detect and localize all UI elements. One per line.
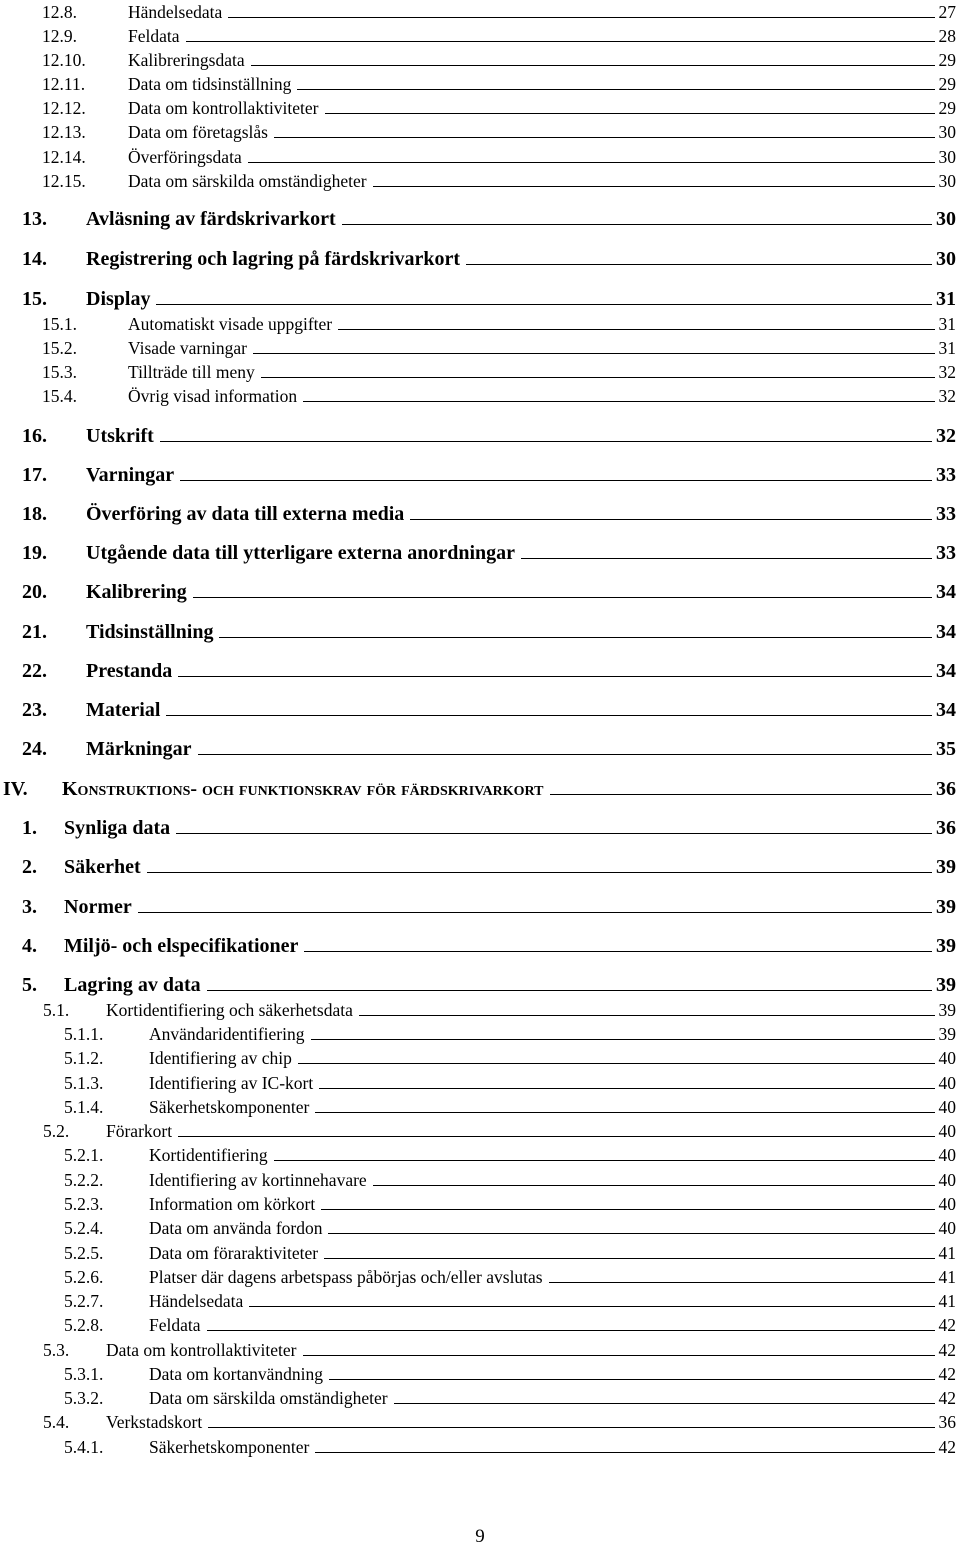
toc-entry[interactable] (0, 736, 960, 762)
toc-entry-title: Säkerhetskomponenter (149, 1437, 310, 1457)
toc-entry[interactable] (0, 246, 960, 272)
toc-entry-number: 5.2.2. (64, 1170, 104, 1190)
toc-leader-line (228, 17, 934, 18)
toc-entry[interactable] (0, 658, 960, 684)
toc-entry-title: Automatiskt visade uppgifter (128, 314, 333, 334)
toc-entry-title: Data om använda fordon (149, 1218, 323, 1238)
toc-entry-page: 39 (938, 1000, 956, 1020)
toc-entry-page: 30 (938, 171, 956, 191)
toc-entry[interactable] (0, 71, 960, 97)
toc-entry-number: 17. (22, 464, 47, 486)
toc-entry-page: 30 (936, 248, 956, 270)
toc-entry-page: 42 (938, 1315, 956, 1335)
toc-entry[interactable] (0, 697, 960, 723)
toc-entry-title: Normer (64, 896, 132, 918)
toc-leader-line (342, 224, 932, 225)
toc-entry-page: 39 (936, 974, 956, 996)
toc-entry-page: 28 (938, 26, 956, 46)
toc-entry-number: 5.4.1. (64, 1437, 104, 1457)
toc-leader-line (550, 794, 933, 795)
toc-entry-page: 42 (938, 1437, 956, 1457)
toc-entry-page: 34 (936, 621, 956, 643)
toc-entry-title: Användaridentifiering (149, 1024, 305, 1044)
toc-entry-number: 5.4. (43, 1412, 70, 1432)
toc-entry-page: 36 (936, 817, 956, 839)
toc-entry[interactable] (0, 540, 960, 566)
toc-leader-line (297, 89, 934, 90)
toc-entry-number: 5.1. (43, 1000, 70, 1020)
toc-entry-number: 2. (22, 856, 37, 878)
toc-entry[interactable] (0, 335, 960, 361)
toc-entry-title: Överföring av data till externa media (86, 503, 405, 525)
toc-entry-page: 42 (938, 1364, 956, 1384)
toc-entry-title: Utskrift (86, 425, 154, 447)
toc-entry-page: 40 (938, 1048, 956, 1068)
toc-entry-number: 12.8. (42, 2, 77, 22)
toc-entry-page: 36 (938, 1412, 956, 1432)
toc-entry-page: 34 (936, 699, 956, 721)
toc-entry-number: 1. (22, 817, 37, 839)
toc-leader-line (319, 1088, 934, 1089)
toc-leader-line (156, 304, 932, 305)
toc-leader-line (251, 65, 935, 66)
toc-entry-number: 24. (22, 738, 47, 760)
toc-entry[interactable] (0, 95, 960, 121)
toc-entry-number: 15.4. (42, 386, 77, 406)
toc-leader-line (219, 637, 932, 638)
toc-entry[interactable] (0, 815, 960, 841)
toc-entry-title: Övrig visad information (128, 386, 298, 406)
toc-entry-number: 12.14. (42, 147, 86, 167)
toc-entry-title: Kalibrering (86, 581, 187, 603)
toc-entry-page: 40 (938, 1097, 956, 1117)
toc-entry-title: Registrering och lagring på färdskrivarkort (86, 248, 461, 270)
toc-entry-page: 33 (936, 542, 956, 564)
toc-leader-line (253, 353, 935, 354)
toc-entry-title: Miljö- och elspecifikationer (64, 935, 299, 957)
toc-entry-number: 19. (22, 542, 47, 564)
toc-entry-page: 40 (938, 1145, 956, 1165)
toc-entry-number: 12.12. (42, 98, 86, 118)
toc-entry-page: 30 (938, 147, 956, 167)
toc-entry[interactable] (0, 462, 960, 488)
toc-entry[interactable] (0, 1409, 960, 1435)
toc-entry[interactable] (0, 776, 960, 802)
toc-leader-line (298, 1063, 935, 1064)
toc-entry-page: 40 (938, 1121, 956, 1141)
toc-entry[interactable] (0, 1361, 960, 1387)
toc-leader-line (176, 833, 932, 834)
toc-entry-page: 32 (938, 386, 956, 406)
toc-entry[interactable] (0, 144, 960, 170)
toc-entry[interactable] (0, 1434, 960, 1460)
toc-entry-title: Data om särskilda omständigheter (149, 1388, 388, 1408)
toc-entry-title: Data om tidsinställning (128, 74, 292, 94)
toc-entry-title: Data om kortanvändning (149, 1364, 323, 1384)
toc-entry[interactable] (0, 501, 960, 527)
toc-entry-page: 41 (938, 1243, 956, 1263)
toc-entry[interactable] (0, 1167, 960, 1193)
toc-entry-title: Display (86, 288, 151, 310)
toc-leader-line (147, 872, 932, 873)
toc-entry-number: 5.1.2. (64, 1048, 104, 1068)
toc-entry-title: Överföringsdata (128, 147, 242, 167)
toc-leader-line (160, 441, 932, 442)
toc-entry-number: 23. (22, 699, 47, 721)
toc-entry-number: IV. (3, 778, 28, 800)
toc-leader-line (329, 1379, 935, 1380)
toc-entry[interactable] (0, 1337, 960, 1363)
toc-leader-line (303, 1355, 935, 1356)
toc-leader-line (198, 754, 932, 755)
toc-entry-title: Händelsedata (128, 2, 223, 22)
toc-entry-title: Data om föraraktiviteter (149, 1243, 319, 1263)
toc-entry[interactable] (0, 1385, 960, 1411)
toc-entry-number: 12.9. (42, 26, 77, 46)
toc-entry-number: 5. (22, 974, 37, 996)
toc-entry-number: 4. (22, 935, 37, 957)
toc-entry-page: 39 (938, 1024, 956, 1044)
toc-leader-line (186, 41, 935, 42)
toc-entry[interactable] (0, 894, 960, 920)
toc-entry-page: 32 (936, 425, 956, 447)
toc-entry[interactable] (0, 311, 960, 337)
toc-leader-line (521, 558, 932, 559)
toc-leader-line (338, 329, 934, 330)
toc-leader-line (303, 401, 934, 402)
toc-entry-number: 15.2. (42, 338, 77, 358)
toc-entry-number: 18. (22, 503, 47, 525)
toc-leader-line (315, 1112, 934, 1113)
toc-entry-title: Varningar (86, 464, 175, 486)
toc-entry[interactable] (0, 997, 960, 1023)
toc-entry[interactable] (0, 1264, 960, 1290)
toc-entry[interactable] (0, 1288, 960, 1314)
toc-entry-page: 40 (938, 1218, 956, 1238)
toc-entry-page: 40 (938, 1194, 956, 1214)
toc-leader-line (274, 137, 935, 138)
toc-entry-title: Verkstadskort (106, 1412, 203, 1432)
toc-entry-page: 31 (936, 288, 956, 310)
toc-leader-line (178, 676, 932, 677)
toc-entry-page: 36 (936, 778, 956, 800)
toc-entry-title: Data om särskilda omständigheter (128, 171, 367, 191)
toc-entry[interactable] (0, 0, 960, 25)
toc-entry-number: 22. (22, 660, 47, 682)
toc-entry-page: 33 (936, 464, 956, 486)
page-number: 9 (475, 1526, 485, 1547)
toc-entry-title: Konstruktions- och funktionskrav för färdskrivarkort (62, 778, 544, 800)
toc-entry-title: Data om kontrollaktiviteter (106, 1340, 297, 1360)
toc-entry-page: 40 (938, 1073, 956, 1093)
toc-entry-number: 5.3. (43, 1340, 70, 1360)
toc-entry-page: 29 (938, 50, 956, 70)
toc-entry-title: Identifiering av chip (149, 1048, 292, 1068)
toc-entry-number: 5.1.3. (64, 1073, 104, 1093)
toc-leader-line (315, 1452, 934, 1453)
toc-entry-page: 41 (938, 1291, 956, 1311)
toc-entry-page: 30 (936, 208, 956, 230)
toc-leader-line (394, 1403, 935, 1404)
toc-entry[interactable] (0, 1094, 960, 1120)
toc-leader-line (193, 597, 932, 598)
toc-entry-page: 35 (936, 738, 956, 760)
toc-entry-number: 5.2. (43, 1121, 70, 1141)
toc-entry-number: 15. (22, 288, 47, 310)
toc-entry[interactable] (0, 286, 960, 312)
toc-leader-line (328, 1233, 934, 1234)
toc-entry-number: 14. (22, 248, 47, 270)
toc-entry-title: Säkerhet (64, 856, 141, 878)
toc-entry-title: Förarkort (106, 1121, 173, 1141)
toc-entry[interactable] (0, 359, 960, 385)
toc-entry-number: 21. (22, 621, 47, 643)
toc-leader-line (207, 990, 932, 991)
toc-entry-page: 27 (938, 2, 956, 22)
toc-entry-number: 5.3.1. (64, 1364, 104, 1384)
toc-entry-title: Data om kontrollaktiviteter (128, 98, 319, 118)
toc-entry[interactable] (0, 1215, 960, 1241)
toc-entry-title: Synliga data (64, 817, 171, 839)
toc-leader-line (304, 951, 932, 952)
toc-entry-number: 5.2.6. (64, 1267, 104, 1287)
toc-leader-line (208, 1427, 934, 1428)
toc-entry-page: 31 (938, 314, 956, 334)
toc-leader-line (359, 1015, 935, 1016)
toc-entry[interactable] (0, 383, 960, 409)
toc-entry[interactable] (0, 168, 960, 194)
toc-entry[interactable] (0, 1142, 960, 1168)
toc-entry-title: Feldata (149, 1315, 201, 1335)
toc-entry-title: Identifiering av kortinnehavare (149, 1170, 367, 1190)
toc-entry-title: Feldata (128, 26, 180, 46)
toc-leader-line (549, 1282, 935, 1283)
toc-entry-page: 41 (938, 1267, 956, 1287)
toc-entry-title: Identifiering av IC-kort (149, 1073, 314, 1093)
toc-leader-line (410, 519, 932, 520)
toc-leader-line (321, 1209, 934, 1210)
toc-entry-number: 5.1.1. (64, 1024, 104, 1044)
toc-entry[interactable] (0, 423, 960, 449)
toc-leader-line (311, 1039, 935, 1040)
toc-entry-title: Visade varningar (128, 338, 247, 358)
toc-entry-number: 15.1. (42, 314, 77, 334)
toc-entry-title: Information om körkort (149, 1194, 316, 1214)
toc-leader-line (178, 1136, 934, 1137)
toc-leader-line (261, 377, 935, 378)
toc-entry-page: 42 (938, 1340, 956, 1360)
toc-leader-line (466, 264, 932, 265)
toc-entry-page: 30 (938, 122, 956, 142)
toc-entry-number: 16. (22, 425, 47, 447)
toc-entry[interactable] (0, 1118, 960, 1144)
toc-entry[interactable] (0, 1045, 960, 1071)
toc-entry-page: 40 (938, 1170, 956, 1190)
toc-entry[interactable] (0, 619, 960, 645)
toc-entry-page: 39 (936, 896, 956, 918)
toc-entry-title: Lagring av data (64, 974, 201, 996)
toc-entry-title: Data om företagslås (128, 122, 268, 142)
toc-entry-page: 39 (936, 935, 956, 957)
toc-entry-title: Kalibreringsdata (128, 50, 245, 70)
toc-entry-number: 5.2.8. (64, 1315, 104, 1335)
toc-entry-title: Prestanda (86, 660, 173, 682)
toc-entry-number: 5.2.1. (64, 1145, 104, 1165)
toc-entry-page: 34 (936, 581, 956, 603)
toc-entry-title: Platser där dagens arbetspass påbörjas och/eller avslutas (149, 1267, 543, 1287)
toc-entry-number: 12.11. (42, 74, 86, 94)
toc-leader-line (373, 1185, 935, 1186)
toc-entry[interactable] (0, 23, 960, 49)
toc-entry-number: 12.15. (42, 171, 86, 191)
toc-entry-page: 33 (936, 503, 956, 525)
toc-entry[interactable] (0, 854, 960, 880)
toc-entry-title: Märkningar (86, 738, 192, 760)
toc-entry-number: 5.1.4. (64, 1097, 104, 1117)
toc-entry-title: Avläsning av färdskrivarkort (86, 208, 336, 230)
toc-leader-line (166, 715, 932, 716)
toc-entry-number: 3. (22, 896, 37, 918)
toc-entry-number: 15.3. (42, 362, 77, 382)
toc-entry-title: Material (86, 699, 161, 721)
toc-entry[interactable] (0, 1312, 960, 1338)
toc-entry-number: 5.2.3. (64, 1194, 104, 1214)
toc-entry-title: Händelsedata (149, 1291, 244, 1311)
toc-entry-title: Säkerhetskomponenter (149, 1097, 310, 1117)
toc-entry-number: 5.3.2. (64, 1388, 104, 1408)
toc-entry-number: 12.10. (42, 50, 86, 70)
toc-entry-page: 42 (938, 1388, 956, 1408)
toc-entry-title: Tidsinställning (86, 621, 214, 643)
toc-entry-page: 31 (938, 338, 956, 358)
toc-entry-page: 39 (936, 856, 956, 878)
toc-entry-number: 13. (22, 208, 47, 230)
toc-entry-title: Kortidentifiering (149, 1145, 268, 1165)
toc-entry-number: 5.2.7. (64, 1291, 104, 1311)
toc-entry[interactable] (0, 933, 960, 959)
toc-entry-title: Kortidentifiering och säkerhetsdata (106, 1000, 353, 1020)
toc-entry[interactable] (0, 1021, 960, 1047)
toc-entry-title: Utgående data till ytterligare externa anordningar (86, 542, 516, 564)
toc-entry-number: 5.2.5. (64, 1243, 104, 1263)
toc-leader-line (248, 162, 935, 163)
toc-entry-number: 20. (22, 581, 47, 603)
toc-entry[interactable] (0, 119, 960, 145)
toc-entry[interactable] (0, 47, 960, 73)
toc-entry-title: Tillträde till meny (128, 362, 255, 382)
toc-entry[interactable] (0, 1070, 960, 1096)
toc-leader-line (207, 1330, 935, 1331)
toc-entry-page: 32 (938, 362, 956, 382)
toc-entry-page: 34 (936, 660, 956, 682)
toc-entry-page: 29 (938, 98, 956, 118)
toc-entry[interactable] (0, 1240, 960, 1266)
toc-leader-line (373, 186, 935, 187)
toc-leader-line (138, 912, 932, 913)
toc-leader-line (324, 1258, 934, 1259)
toc-leader-line (249, 1306, 934, 1307)
toc-entry[interactable] (0, 206, 960, 232)
toc-entry-page: 29 (938, 74, 956, 94)
toc-leader-line (180, 480, 932, 481)
toc-leader-line (325, 113, 935, 114)
toc-entry[interactable] (0, 1191, 960, 1217)
toc-entry-number: 12.13. (42, 122, 86, 142)
toc-entry-number: 5.2.4. (64, 1218, 104, 1238)
toc-entry[interactable] (0, 972, 960, 998)
toc-entry[interactable] (0, 579, 960, 605)
toc-leader-line (274, 1160, 935, 1161)
